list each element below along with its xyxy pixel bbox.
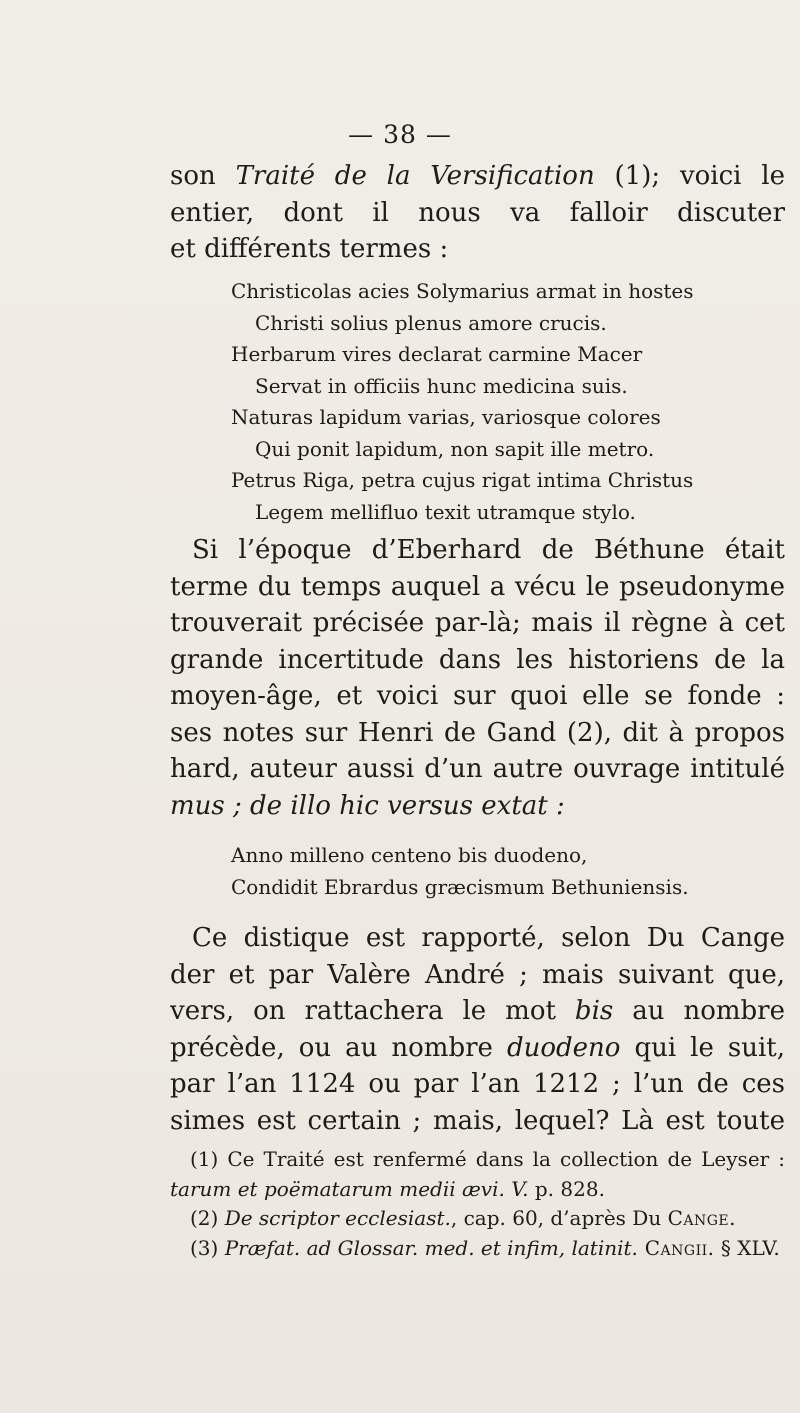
para3-line: Ce distique est rapporté, selon Du Cange [192, 923, 785, 953]
verse-line: Qui ponit lapidum, non sapit ille metro. [255, 436, 655, 461]
verse-line: Condidit Ebrardus græcismum Bethuniensis. [231, 874, 689, 899]
footnotes [170, 1145, 785, 1263]
footnote-1: (1) Ce Traité est renfermé dans la collection de Leyser : [190, 1147, 785, 1171]
verse-line: Anno milleno centeno bis duodeno, [231, 843, 588, 867]
verse-line: Legem mellifluo texit utramque stylo. [255, 499, 636, 524]
page-number: — 38 — [348, 120, 452, 149]
para2-line: grande incertitude dans les historiens de la [170, 644, 785, 675]
para2-line: hard, auteur aussi d’un autre ouvrage intitulé [170, 754, 785, 784]
verse-line: Christicolas acies Solymarius armat in hostes [231, 279, 694, 303]
para2-line: Si l’époque d’Eberhard de Béthune était [192, 535, 785, 565]
para3-line: der et par Valère André ; mais suivant que, [170, 959, 785, 990]
verse-line: Herbarum vires declarat carmine Macer [231, 342, 643, 366]
para2-line: mus ; de illo hic versus extat : [170, 790, 565, 821]
para2-line: ses notes sur Henri de Gand (2), dit à propos [170, 717, 785, 748]
intro-line-1: son Traité de la Versification (1); voici le [170, 161, 785, 191]
verse-block-1 [231, 276, 751, 528]
para2-line: moyen-âge, et voici sur quoi elle se fonde : [170, 681, 785, 711]
verse-line: Naturas lapidum varias, variosque colores [231, 405, 661, 429]
verse-block-2 [231, 840, 751, 903]
verse-line: Petrus Riga, petra cujus rigat intima Christus [231, 468, 694, 492]
para3-line: par l’an 1124 ou par l’an 1212 ; l’un de ces [170, 1069, 785, 1099]
paragraph-3 [170, 920, 785, 1139]
verse-line: Christi solius plenus amore crucis. [255, 310, 607, 335]
treatise-title: Traité de la Versification [235, 161, 595, 191]
intro-line-3: et différents termes : [170, 234, 449, 264]
verse-line: Servat in officiis hunc medicina suis. [255, 373, 628, 398]
paragraph-2 [170, 532, 785, 824]
para3-line: simes est certain ; mais, lequel? Là est toute [170, 1105, 785, 1136]
footnote-1-cont: tarum et poëmatarum medii ævi. V. p. 828. [170, 1176, 605, 1201]
footnote-2: (2) De scriptor ecclesiast., cap. 60, d’après Du Cange. [190, 1206, 736, 1230]
intro-paragraph [170, 158, 785, 268]
para2-line: trouverait précisée par-là; mais il règne à cet [170, 608, 785, 638]
para3-line: vers, on rattachera le mot bis au nombre [170, 996, 785, 1026]
para3-line: précède, ou au nombre duodeno qui le suit, [170, 1032, 785, 1063]
footnote-3: (3) Præfat. ad Glossar. med. et infim, latinit. Cangii. § XLV. [190, 1235, 780, 1260]
para2-line: terme du temps auquel a vécu le pseudonyme [170, 571, 785, 602]
intro-line-2: entier, dont il nous va falloir discuter [170, 197, 785, 228]
